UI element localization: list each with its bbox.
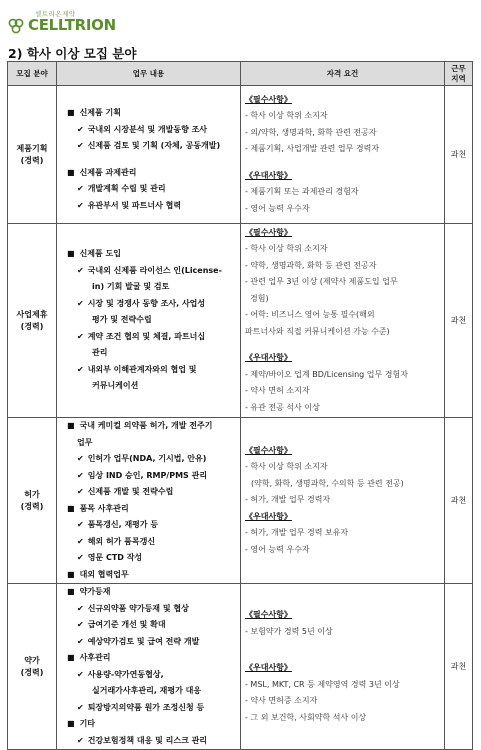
checkmark-icon: ✔ [77,553,84,562]
table-row [8,224,473,418]
qual-item: - 학사 이상 학위 소지자 [245,244,328,254]
qual-item: - 약사 면허 소지자 [245,386,310,396]
work-location: 과천 [445,584,473,750]
checkmark-icon: ✔ [77,184,84,193]
duty-item [67,534,236,551]
spacer [245,650,441,660]
duty-item-text: 시장 및 경쟁사 동향 조사, 사업성 [87,298,206,308]
recruit-field: 사업제휴 (경력) [8,224,57,418]
qual-item: - 약사 면허증 소지자 [245,696,318,705]
table-row [8,418,473,584]
duty-item [67,484,236,501]
qual-heading: 《우대사항》 [245,170,292,180]
duty-item-text: 건강보험정책 대응 및 리스크 관리 [87,735,208,745]
header-quals: 자격 요건 [241,62,445,86]
checkmark-icon: ✔ [77,200,84,210]
duty-heading: ■ 품목 사후관리 [67,501,236,518]
table-row [8,584,473,750]
duty-item [67,634,236,651]
work-location: 과천 [445,86,473,224]
duty-item-text: 유관부서 및 파트너사 협력 [87,200,182,210]
checkmark-icon: ✔ [77,702,84,712]
table-header-row [8,62,473,86]
duty-item-continued: in) 기회 발굴 및 검토 [92,282,170,292]
logo-circles-icon [8,18,24,34]
qual-heading: 《필수사항》 [245,610,292,619]
duty-item [67,362,236,379]
duty-item-text: 급여기준 개선 및 확대 [87,620,166,629]
table-row [8,86,473,224]
logo-brand: CELLTRION [28,16,116,34]
duty-item [67,667,236,684]
qual-item: 파트너사와 직접 커뮤니케이션 가능 수준) [245,326,390,336]
qualifications [241,418,445,584]
checkmark-icon: ✔ [77,298,84,308]
duty-item [67,617,236,634]
qual-item: (약학, 화학, 생명과학, 수의학 등 관련 전공) [251,478,404,488]
duty-item-text: 내외부 이해관계자와의 협업 및 [87,364,197,374]
qual-item: 경험) [250,293,269,303]
checkmark-icon: ✔ [77,124,84,134]
qual-item: - 허가, 개발 업무 경력자 [245,495,331,505]
duty-item-text: 개발계획 수립 및 관리 [87,184,166,193]
qual-item: - 학사 이상 학위 소지자 [245,111,328,121]
checkmark-icon: ✔ [77,470,84,480]
duty-item-text: 국내외 시장분석 및 개발동향 조사 [87,124,208,134]
checkmark-icon: ✔ [77,265,84,275]
duty-item-text: 임상 IND 승인, RMP/PMS 관리 [87,470,208,480]
duty-item-text: 퇴장방지의약품 원가 조정신청 등 [87,702,205,712]
duty-description [57,224,241,418]
checkmark-icon: ✔ [77,487,84,496]
duty-heading: ■ 신제품 과제관리 [67,165,236,182]
logo-subtext: 셀트리온제약 [35,10,76,18]
duty-item-continued: 평가 및 전략수립 [92,315,152,325]
duty-heading: ■ 신제품 기획 [67,105,236,122]
qual-item: - 의/약학, 생명과학, 화학 관련 전공자 [245,127,377,137]
qual-heading: 《필수사항》 [245,445,292,455]
duty-item [67,733,236,750]
duty-item [67,122,236,139]
duty-item-continued: 실거래가사후관리, 재평가 대응 [92,686,202,695]
duty-item-text: 품목갱신, 재평가 등 [87,520,159,529]
duty-heading: ■ 국내 케미컬 의약품 허가, 개발 전주기 [67,418,236,435]
header-region: 근무 지역 [445,62,473,86]
duty-item-continued: 관리 [92,348,108,358]
checkmark-icon: ✔ [77,331,84,341]
duty-item-continued: 커뮤니케이션 [92,381,139,391]
qual-item: - 약학, 생명과학, 화학 등 관련 전공자 [245,260,377,270]
spacer [245,640,441,650]
company-logo [8,6,118,36]
duty-item [67,517,236,534]
recruitment-table [7,61,473,750]
duty-item-text: 해외 허가 품목갱신 [87,536,156,546]
qual-item: - 제품기획 또는 과제관리 경험자 [245,187,359,197]
qual-heading: 《우대사항》 [245,663,292,672]
section-title: 2) 학사 이상 모집 분야 [8,46,137,61]
qual-item: - 관련 업무 3년 이상 (제약사 제품도입 업무 [245,277,398,287]
qual-item: - 허가, 개발 업무 경력 보유자 [245,528,349,538]
recruit-field: 허가 (경력) [8,418,57,584]
qual-item: - 어학: 비즈니스 영어 능통 필수(해외 [245,310,375,320]
duty-item-text: 계약 조건 협의 및 체결, 파트너십 [87,331,206,341]
checkmark-icon: ✔ [77,669,84,679]
duty-item-text: 국내외 신제품 라이선스 인(License- [87,265,222,275]
duty-description [57,584,241,750]
header-field: 모집 분야 [8,62,57,86]
spacer [245,158,441,168]
recruit-field: 제품기획 (경력) [8,86,57,224]
qual-item: - 영어 능력 우수자 [245,203,310,213]
qual-item: - 제품기획, 사업개발 관련 업무 경력자 [245,144,380,154]
duty-item [67,138,236,155]
duty-item [67,550,236,567]
work-location: 과천 [445,418,473,584]
duty-item [67,296,236,313]
duty-item [67,198,236,215]
duty-item-text: 신규의약품 약가등재 및 협상 [87,603,189,613]
qual-item: - 그 외 보건학, 사회약학 석사 이상 [245,712,367,722]
duty-heading: ■ 대외 협력업무 [67,567,236,584]
spacer [245,340,441,350]
duty-item-text: 예상약가검토 및 급여 전략 개발 [87,636,200,646]
duty-heading: ■ 신제품 도입 [67,246,236,263]
qual-heading: 《필수사항》 [245,227,292,237]
qual-item: - 제약/바이오 업계 BD/Licensing 업무 경험자 [245,369,408,379]
checkmark-icon: ✔ [77,636,84,646]
duty-heading: ■ 약가등재 [67,584,236,601]
duty-item [67,601,236,618]
duty-description [57,86,241,224]
qualifications [241,224,445,418]
recruit-field: 약가 (경력) [8,584,57,750]
checkmark-icon: ✔ [77,520,84,529]
qual-item: - 유관 전공 석사 이상 [245,402,320,412]
duty-item [67,263,236,280]
spacer [67,155,236,165]
duty-item [67,700,236,717]
checkmark-icon: ✔ [77,454,84,463]
duty-item-text: 신제품 개발 및 전략수립 [87,487,174,496]
duty-item [67,329,236,346]
checkmark-icon: ✔ [77,620,84,629]
checkmark-icon: ✔ [77,536,84,546]
qual-heading: 《필수사항》 [245,94,292,104]
duty-item [67,468,236,485]
qual-heading: 《우대사항》 [245,511,292,521]
duty-item [67,181,236,198]
checkmark-icon: ✔ [77,364,84,374]
qualifications [241,584,445,750]
duty-item [67,451,236,468]
checkmark-icon: ✔ [77,603,84,613]
work-location: 과천 [445,224,473,418]
duty-description [57,418,241,584]
duty-item-text: 인허가 업무(NDA, 기시법, 안유) [87,454,207,463]
duty-item-text: 영문 CTD 작성 [87,553,143,562]
duty-item-text: 사용량-약가연동협상, [87,669,164,679]
duty-heading: ■ 기타 [67,716,236,733]
qual-heading: 《우대사항》 [245,353,292,363]
qual-item: - 보험약가 경력 5년 이상 [245,626,333,636]
duty-item-continued: 업무 [77,437,93,447]
qual-item: - MSL, MKT, CR 등 제약영역 경력 3년 이상 [245,679,400,689]
duty-heading: ■ 사후관리 [67,650,236,667]
checkmark-icon: ✔ [77,141,84,150]
checkmark-icon: ✔ [77,735,84,745]
qual-item: - 학사 이상 학위 소지자 [245,462,328,472]
qualifications [241,86,445,224]
header-duties: 업무 내용 [57,62,241,86]
duty-item-text: 신제품 검토 및 기획 (자체, 공동개발) [87,141,221,150]
qual-item: - 영어 능력 우수자 [245,544,310,554]
spacer [67,95,236,105]
